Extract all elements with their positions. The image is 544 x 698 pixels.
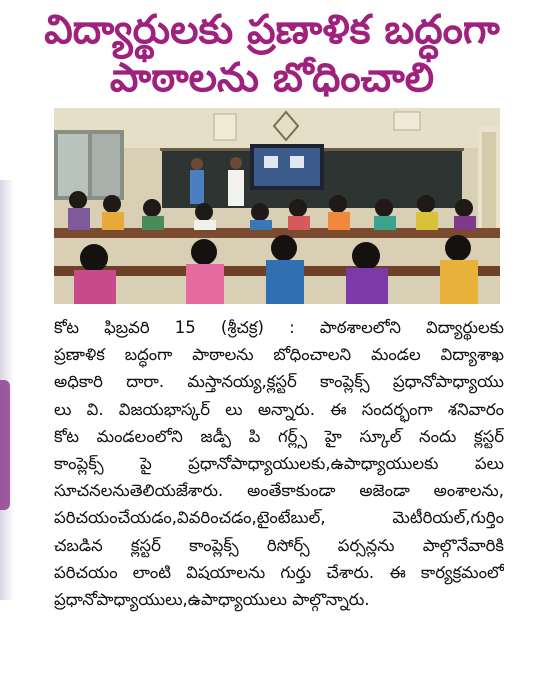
article-line: కోట ఫిబ్రవరి 15 (శ్రీచక్ర) : పాఠశాలలోని విద్యార్థులకు xyxy=(54,318,504,337)
article-line: ప్రధానోపాధ్యాయులు,ఉపాధ్యాయులు పాల్గొన్నారు. xyxy=(54,590,370,610)
article-line: సూచనలనుతెలియజేశారు. అంతేకాకుండా అజెండా అంశాలను, xyxy=(54,481,504,501)
headline-line-1: విద్యార్థులకు ప్రణాళిక బద్ధంగా xyxy=(44,7,500,53)
article-line: కోట మండలంలోని జడ్పీ పి గర్ల్స్ హై స్కూల్ నందు క్లస్టర్ xyxy=(54,426,504,446)
background-edge-decoration xyxy=(0,380,10,510)
article-line: పరిచయం లాంటి విషయాలను గుర్తు చేశారు. ఈ కార్యక్రమంలో xyxy=(54,562,504,582)
article-line: కాంప్లెక్స్ పై ప్రధానోపాధ్యాయులకు,ఉపాధ్యాయులకు పలు xyxy=(54,454,504,474)
background-edge xyxy=(0,180,14,600)
article-body xyxy=(54,314,504,613)
article-line: పరిచయంచేయడం,వివరించడం,టైంటేబుల్, మెటీరియల్,గుర్తిం xyxy=(54,508,504,528)
article-line: లు వి. విజయభాస్కర్ లు అన్నారు. ఈ సందర్భంగా శనివారం xyxy=(54,399,504,419)
article-line: ప్రణాళిక బద్ధంగా పాఠాలను బోధించాలని మండల విద్యాశాఖ xyxy=(54,345,504,365)
article-line: చబడిన క్లస్టర్ కాంప్లెక్స్ రిసోర్స్ పర్సన్లను పాల్గొనేవారికి xyxy=(54,535,504,555)
classroom-photo xyxy=(54,108,500,304)
article-line: అధికారి దారా. మస్తానయ్య,క్లస్టర్ కాంప్లెక్స్ ప్రధానోపాధ్యాయు xyxy=(54,372,504,392)
headline-line-2: పాఠాలను బోధించాలి xyxy=(109,55,435,101)
